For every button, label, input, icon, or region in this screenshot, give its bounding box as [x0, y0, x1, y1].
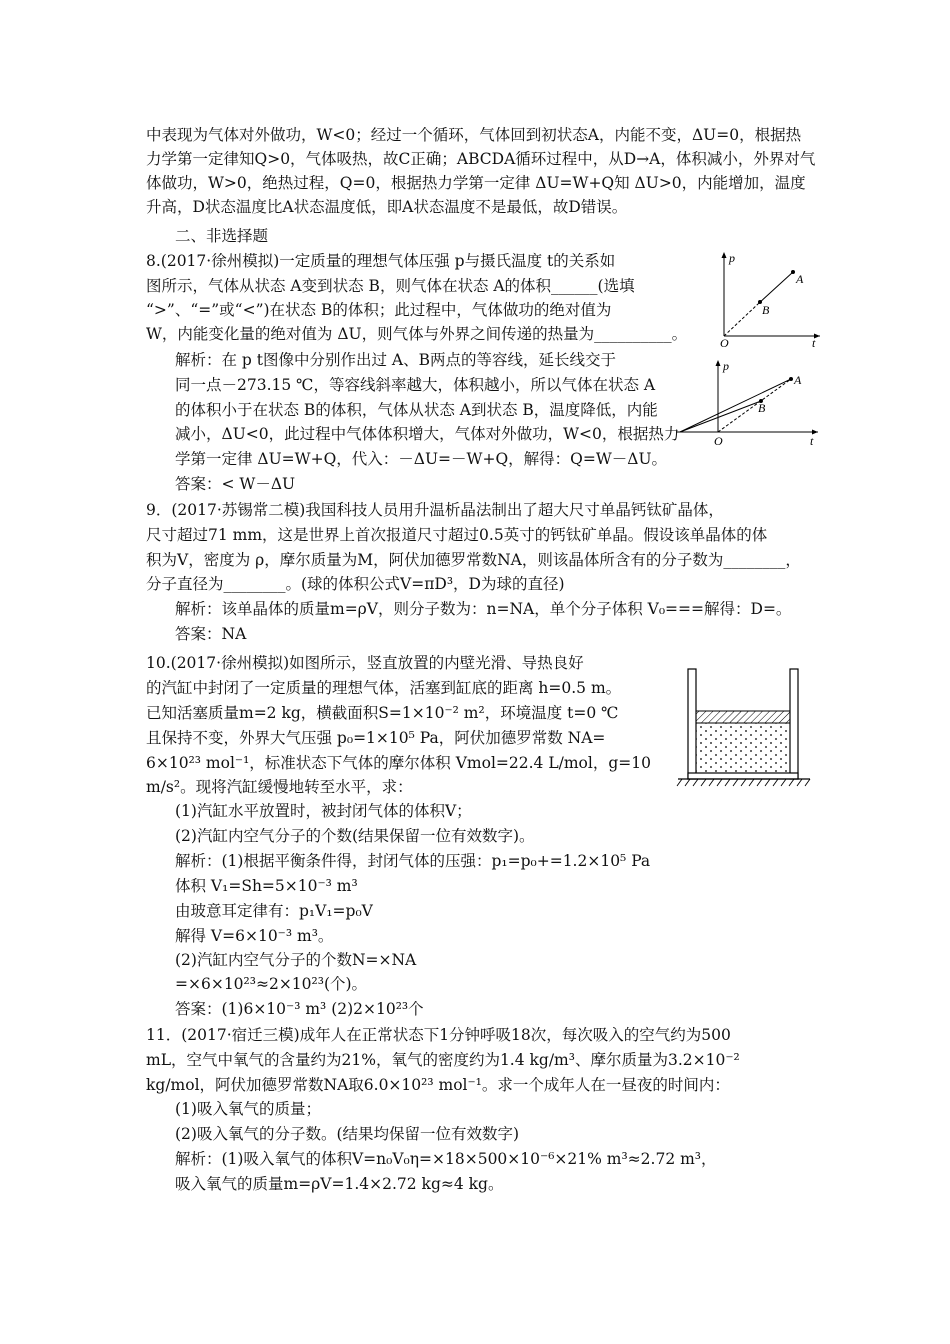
text-line: 答案：< W－ΔU: [175, 475, 296, 493]
text-line: 11．(2017·宿迁三模)成年人在正常状态下1分钟呼吸18次，每次吸入的空气约为500: [146, 1026, 731, 1044]
gas-cylinder-figure: [674, 665, 820, 795]
text-line: (2)汽缸内空气分子的个数N=×NA: [175, 951, 417, 969]
text-line: 答案：NA: [175, 625, 247, 643]
text-line: 由玻意耳定律有：p₁V₁=p₀V: [175, 902, 373, 920]
text-line: 解析：(1)吸入氧气的体积V=n₀V₀η=×18×500×10⁻⁶×21% m³≈2.72 m³，: [175, 1150, 717, 1168]
text-line: 学第一定律 ΔU=W+Q，代入：－ΔU=－W+Q，解得：Q=W－ΔU。: [175, 450, 668, 468]
text-line: 答案：(1)6×10⁻³ m³ (2)2×10²³个: [175, 1000, 424, 1018]
text-line: 二、非选择题: [175, 227, 269, 245]
text-line: 6×10²³ mol⁻¹，标准状态下气体的摩尔体积 Vmol=22.4 L/mol，g=10: [146, 754, 651, 772]
t-axis-label: t: [812, 336, 816, 348]
text-line: 升高，D状态温度比A状态温度低，即A状态温度不是最低，故D错误。: [146, 198, 628, 216]
text-line: 分子直径为________。(球的体积公式V=πD³，D为球的直径): [146, 575, 565, 593]
pt-graph-1: [712, 248, 822, 348]
text-line: 解析：该单晶体的质量m=ρV，则分子数为：n=NA，单个分子体积 V₀===解得：D=。: [175, 600, 792, 618]
text-line: (2)吸入氧气的分子数。(结果均保留一位有效数字): [175, 1125, 520, 1143]
t-axis-label-2: t: [810, 434, 814, 448]
text-line: 尺寸超过71 mm，这是世界上首次报道尺寸超过0.5英寸的钙钛矿单晶。假设该单晶体的体: [146, 526, 768, 544]
p-axis-label: p: [729, 251, 735, 265]
text-line: m/s²。现将汽缸缓慢地转至水平，求：: [146, 778, 413, 796]
text-line: kg/mol，阿伏加德罗常数NA取6.0×10²³ mol⁻¹。求一个成年人在一昼夜的时间内：: [146, 1076, 730, 1094]
text-line: 9．(2017·苏锡常二模)我国科技人员用升温析晶法制出了超大尺寸单晶钙钛矿晶体，: [146, 501, 724, 519]
text-line: 体积 V₁=Sh=5×10⁻³ m³: [175, 877, 358, 895]
point-b-label: B: [762, 303, 770, 317]
text-line: 吸入氧气的质量m=ρV=1.4×2.72 kg≈4 kg。: [175, 1175, 504, 1193]
text-line: “>”、“=”或“<”)在状态 B的体积；此过程中，气体做功的绝对值为: [146, 301, 612, 319]
text-line: (2)汽缸内空气分子的个数(结果保留一位有效数字)。: [175, 827, 535, 845]
text-line: 的体积小于在状态 B的体积，气体从状态 A到状态 B，温度降低，内能: [175, 401, 658, 419]
text-line: 体做功，W>0，绝热过程，Q=0，根据热力学第一定律 ΔU=W+Q知 ΔU>0，内能增加，温度: [146, 174, 806, 192]
point-a-label-2: A: [794, 373, 802, 387]
text-line: W，内能变化量的绝对值为 ΔU，则气体与外界之间传递的热量为__________。: [146, 325, 688, 343]
text-line: 10.(2017·徐州模拟)如图所示，竖直放置的内壁光滑、导热良好: [146, 654, 584, 672]
point-a-label: A: [796, 272, 804, 286]
text-line: 已知活塞质量m=2 kg，横截面积S=1×10⁻² m²，环境温度 t=0 ℃: [146, 704, 619, 722]
text-line: 图所示，气体从状态 A变到状态 B，则气体在状态 A的体积______(选填: [146, 277, 635, 295]
origin-label: O: [720, 336, 729, 348]
origin-label-2: O: [714, 434, 723, 448]
pt-graph-2: [672, 358, 822, 448]
text-line: 减小，ΔU<0，此过程中气体体积增大，气体对外做功，W<0，根据热力: [175, 425, 680, 443]
text-line: 力学第一定律知Q>0，气体吸热，故C正确；ABCDA循环过程中，从D→A，体积减小，外界对气: [146, 150, 816, 168]
point-b-label-2: B: [758, 401, 766, 415]
text-line: 积为V，密度为 ρ，摩尔质量为M，阿伏加德罗常数NA，则该晶体所含有的分子数为________，: [146, 551, 801, 569]
text-line: mL，空气中氧气的含量约为21%，氧气的密度约为1.4 kg/m³、摩尔质量为3.2×10⁻²: [146, 1051, 740, 1069]
text-line: 解析：在 p t图像中分别作出过 A、B两点的等容线，延长线交于: [175, 351, 617, 369]
text-line: =×6×10²³≈2×10²³(个)。: [175, 975, 368, 993]
text-line: 8.(2017·徐州模拟)一定质量的理想气体压强 p与摄氏温度 t的关系如: [146, 252, 616, 270]
text-line: 解析：(1)根据平衡条件得，封闭气体的压强：p₁=p₀+=1.2×10⁵ Pa: [175, 852, 651, 870]
text-line: 解得 V=6×10⁻³ m³。: [175, 927, 334, 945]
text-line: 同一点－273.15 ℃，等容线斜率越大，体积越小，所以气体在状态 A: [175, 376, 656, 394]
text-line: (1)吸入氧气的质量；: [175, 1100, 321, 1118]
p-axis-label-2: p: [723, 359, 729, 373]
text-line: (1)汽缸水平放置时，被封闭气体的体积V；: [175, 802, 472, 820]
text-line: 的汽缸中封闭了一定质量的理想气体，活塞到缸底的距离 h=0.5 m。: [146, 679, 622, 697]
text-line: 且保持不变，外界大气压强 p₀=1×10⁵ Pa，阿伏加德罗常数 NA=: [146, 729, 606, 747]
text-line: 中表现为气体对外做功，W<0；经过一个循环，气体回到初状态A，内能不变，ΔU=0，根据热: [146, 126, 802, 144]
